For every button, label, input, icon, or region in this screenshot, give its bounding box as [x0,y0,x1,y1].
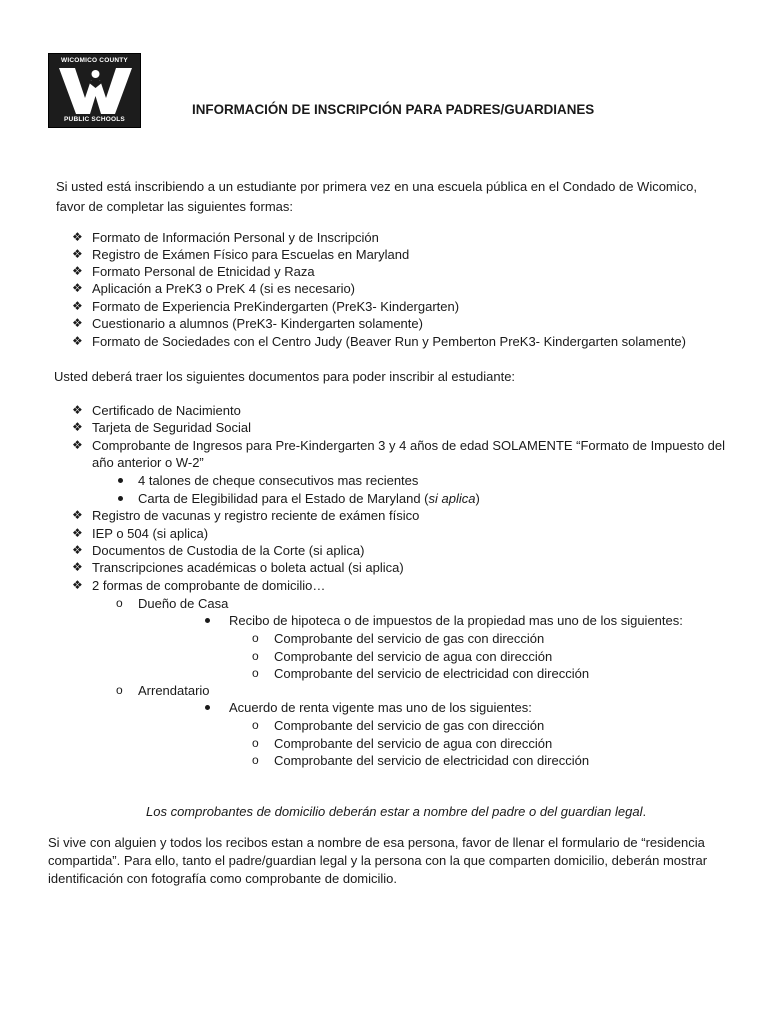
doc-social-security: Tarjeta de Seguridad Social [92,420,251,435]
logo-w-emblem [57,66,134,116]
intro-line-2: favor de completar las siguientes formas: [56,199,293,214]
doc-income-line-1: Comprobante de Ingresos para Pre-Kindergarten 3 y 4 años de edad SOLAMENTE “Formato de Impuesto del [92,438,726,453]
circle-bullet-icon: o [252,631,259,645]
circle-bullet-icon: o [252,649,259,663]
residence-renter: Arrendatario [138,683,210,698]
doc-transcripts: Transcripciones académicas o boleta actual (si aplica) [92,560,404,575]
renter-lease-agreement: Acuerdo de renta vigente mas uno de los siguientes: [229,700,532,715]
logo-bottom-text: PUBLIC SCHOOLS [64,115,125,123]
shared-residence-line-1: Si vive con alguien y todos los recibos estan a nombre de esa persona, favor de llenar el formulario de “residencia [48,835,705,850]
doc-income-line-2: año anterior o W-2” [92,455,204,470]
form-item-3: Formato Personal de Etnicidad y Raza [92,264,315,279]
renter-utility-water: Comprobante del servicio de agua con dirección [274,736,553,751]
residence-note: Los comprobantes de domicilio deberán estar a nombre del padre o del guardian legal. [146,804,647,819]
intro-line-1: Si usted está inscribiendo a un estudiante por primera vez en una escuela pública en el Condado de Wicomico, [56,179,697,194]
bullet-dot-icon [118,478,123,483]
diamond-bullet-icon: ❖ [72,247,83,261]
residence-owner: Dueño de Casa [138,596,229,611]
doc-iep: IEP o 504 (si aplica) [92,526,209,541]
renter-utility-power: Comprobante del servicio de electricidad con dirección [274,753,590,768]
doc-birth-certificate: Certificado de Nacimiento [92,403,241,418]
diamond-bullet-icon: ❖ [72,299,83,313]
diamond-bullet-icon: ❖ [72,526,83,540]
circle-bullet-icon: o [252,736,259,750]
doc-custody: Documentos de Custodia de la Corte (si aplica) [92,543,365,558]
shared-residence-line-3: identificación con fotografía como comprobante de domicilio. [48,871,398,886]
owner-utility-gas: Comprobante del servicio de gas con dirección [274,631,545,646]
circle-bullet-icon: o [252,666,259,680]
page-title: INFORMACIÓN DE INSCRIPCIÓN PARA PADRES/GUARDIANES [192,102,595,117]
diamond-bullet-icon: ❖ [72,508,83,522]
diamond-bullet-icon: ❖ [72,578,83,592]
income-eligibility-letter: Carta de Elegibilidad para el Estado de Maryland (si aplica) [138,491,480,506]
diamond-bullet-icon: ❖ [72,264,83,278]
circle-bullet-icon: o [116,683,123,697]
doc-vaccines: Registro de vacunas y registro reciente de exámen físico [92,508,420,523]
logo-top-text: WICOMICO COUNTY [61,57,128,64]
shared-residence-line-2: compartida”. Para ello, tanto el padre/guardian legal y la persona con la que comparten domicilio, deberán mostrar [48,853,708,868]
diamond-bullet-icon: ❖ [72,316,83,330]
school-logo [48,53,141,128]
form-item-4: Aplicación a PreK3 o PreK 4 (si es necesario) [92,281,356,296]
form-item-1: Formato de Información Personal y de Inscripción [92,230,379,245]
circle-bullet-icon: o [252,753,259,767]
doc-residence: 2 formas de comprobante de domicilio… [92,578,326,593]
form-item-2: Registro de Exámen Físico para Escuelas en Maryland [92,247,410,262]
diamond-bullet-icon: ❖ [72,334,83,348]
diamond-bullet-icon: ❖ [72,403,83,417]
diamond-bullet-icon: ❖ [72,281,83,295]
diamond-bullet-icon: ❖ [72,230,83,244]
bullet-dot-icon [118,496,123,501]
bullet-dot-icon [205,618,210,623]
form-item-6: Cuestionario a alumnos (PreK3- Kindergarten solamente) [92,316,423,331]
renter-utility-gas: Comprobante del servicio de gas con dirección [274,718,545,733]
bullet-dot-icon [205,705,210,710]
form-item-5: Formato de Experiencia PreKindergarten (PreK3- Kindergarten) [92,299,460,314]
owner-utility-power: Comprobante del servicio de electricidad con dirección [274,666,590,681]
owner-utility-water: Comprobante del servicio de agua con dirección [274,649,553,664]
diamond-bullet-icon: ❖ [72,438,83,452]
diamond-bullet-icon: ❖ [72,420,83,434]
documents-intro: Usted deberá traer los siguientes documentos para poder inscribir al estudiante: [54,369,516,384]
form-item-7: Formato de Sociedades con el Centro Judy (Beaver Run y Pemberton PreK3- Kindergarten solamente) [92,334,686,349]
circle-bullet-icon: o [116,596,123,610]
diamond-bullet-icon: ❖ [72,560,83,574]
diamond-bullet-icon: ❖ [72,543,83,557]
owner-mortgage-receipt: Recibo de hipoteca o de impuestos de la propiedad mas uno de los siguientes: [229,613,683,628]
income-pay-stubs: 4 talones de cheque consecutivos mas recientes [138,473,419,488]
circle-bullet-icon: o [252,718,259,732]
